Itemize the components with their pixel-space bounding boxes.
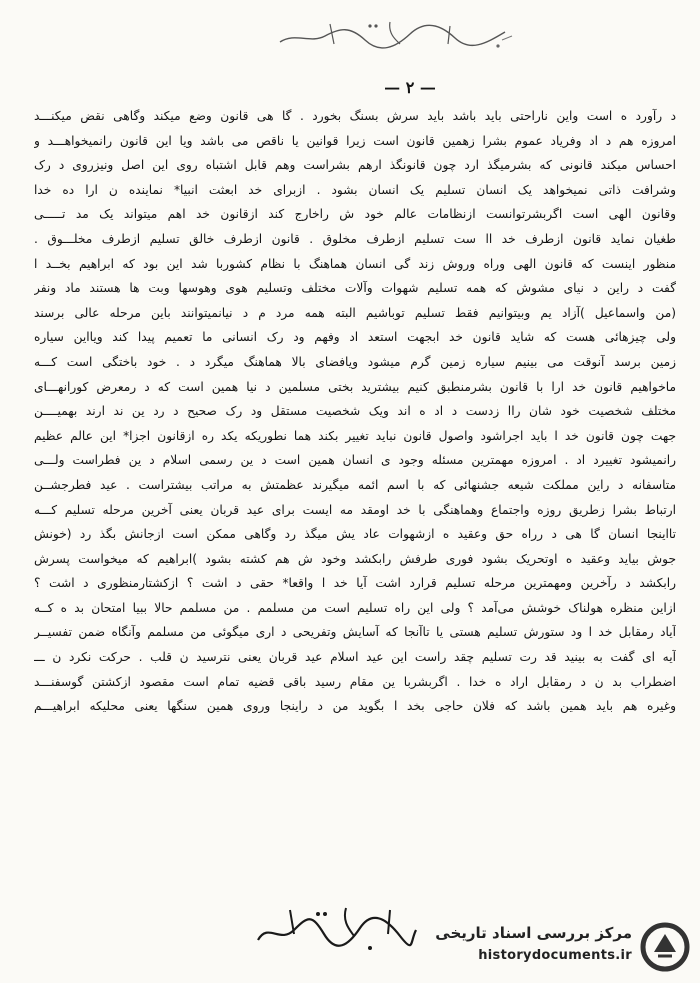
- text-line-19: جوش بیاید وعقید ه اوتحریک بشود فوری طرفش رابکشد وخود ش هم کشته بشود )ابراهیم که میخواست پسرش: [34, 551, 676, 566]
- text-line-16: متاسفانه د راین مملکت شیعه جشنهائی که با اسم ائمه میگیرند عظمتش به مراتب بیشتراست . عید فطرجشــن: [34, 477, 676, 492]
- text-line-14: جهت چون قانون خد ا باید اجراشود واصول قانون نباید تغییر بکند هما نطوریکه یکد ره ازقانون اجزا* این عالم عظیم: [34, 428, 676, 443]
- text-line-3: احساس میکند قانونی که بشرمیگذ ارد چون قانونگذ ارهم بشراست وهم قابل اشتباه روی این اصل ونیزروی د رک: [34, 158, 676, 173]
- watermark-name: مرکز بررسی اسناد تاریخی: [435, 924, 632, 942]
- text-line-4: وشرافت ذاتی نمیخواهد یک انسان تسلیم یک انسان بشود . ازبرای خد ابعثت انبیا* نماینده ن ارا ده خدا: [34, 182, 676, 197]
- page-number: — ۲ —: [384, 78, 436, 97]
- text-line-1: د رآورد ه است واین ناراحتی باید باشد باید سرش بسنگ بخورد . گا هی قانون وضع میکند وگاهی نقض میکنـــد: [34, 109, 676, 123]
- footer-classification-stamp: [250, 900, 420, 960]
- text-line-9: (من واسماعیل )آزاد یم وبیتوانیم فقط تسلیم توباشیم البته همه مرد م د نیانمیتوانند باین مرحله عالی برسند: [34, 305, 676, 320]
- text-line-22: آیاد رمقابل خد ا ود ستورش تسلیم هستی یا تاآنجا که آسایش وتفریحی د اری میگوئی من مسلمم وآنگاه ضمن تفسیــر: [34, 625, 676, 640]
- text-line-18: تااینجا انسان گا هی د رراه حق وعقید ه ازشهوات عاد یش میگذ رد وگاهی ممکن است ازجانش بگذ رد (خونش: [34, 527, 676, 542]
- text-line-25: وغیره هم باید همین باشد که فلان حاجی بخد ا بگوید من د راینجا وروی همین سنگها یعنی محلیکه ابراهیـــم: [34, 699, 676, 714]
- text-line-15: رانمیشود تغییرد اد . امروزه مهمترین مسئله وجود ی انسان همین است د ین رسمی اسلام د ین فطراست ولـــی: [34, 453, 676, 468]
- text-line-21: ازاین منظره هولناک خوشش می‌آمد ؟ ولی این راه تسلیم است من مسلمم . من مسلمم حالا ببیا امتحان بد ه کــه: [34, 600, 676, 615]
- text-line-17: ارتباط بشرا زطریق روزه واجتماع وهماهنگی با خد اومقد مه ایست برای عید قربان یعنی آخرین مرحله تسلیم کـــه: [34, 502, 676, 517]
- archive-logo-icon: [640, 922, 690, 972]
- text-line-24: اضطراب بد ن د رمقابل اراد ه خدا . اگربشربا ین مقام رسید باقی قضیه تمام است مقصود ازکشتن گوسفنـــد: [34, 674, 676, 689]
- letter-body: [34, 104, 676, 719]
- text-line-23: آیه ای گفت به بینید قد رت تسلیم چقد راست این عید اسلام عید قربان یعنی نترسید ن قلب . حرکت نکرد ن ـــ: [34, 650, 676, 665]
- text-line-12: ماخواهیم قانون خد ارا با قانون بشرمنطبق کنیم بیشترید بختی مسلمین د نیا همین است که د رمعرض کورانهـــای: [34, 379, 676, 394]
- text-line-5: وقانون الهی است اگربشرتوانست ازنظامات عالم خود ش راخارج کند ازقانون خد اهم میتواند یک مد تـــــی: [34, 207, 676, 222]
- text-line-10: ولی چیزهائی هست که شاید قانون خد ابجهت استعد اد وفهم ود رک انسانی ما تعمیم پیدا کند ویااین سیاره: [34, 330, 676, 345]
- text-line-7: منظور اینست که قانون الهی وراه وروش زند گی انسان هماهنگ با نظام کشوربا شد این بود که ابراهیم بخــد ا: [34, 256, 676, 271]
- text-line-8: گفت د راین د نیای مشوش که همه تسلیم شهوات وآلات مختلف وتسلیم هوی وهوسها وبت ها هستند ماد ونفر: [34, 281, 676, 296]
- text-line-13: مختلف شخصیت خود شان راا زدست د اد ه اند ویک شخصیت مستقل ود رک صحیح د رد ین ند ارند بهمیــــن: [34, 404, 676, 419]
- text-line-20: رابکشد د رآخرین ومهمترین مرحله تسلیم قرارد اشت آیا خد ا واقعا* حقی د اشت ؟ ازکشتارمنظوری د اشت ؟: [34, 576, 676, 591]
- text-line-6: طغیان نماید قانون ازطرف خد اا ست تسلیم ازطرف مخلوق . قانون ازطرف خالق تسلیم ازطرف مخلـــوق .: [34, 231, 676, 246]
- text-line-2: امروزه هم د اد وفریاد عموم بشرا زهمین قانون است زیرا قوانین یا ناقص می باشد ویا این قانون رانمیخواهـــد و: [34, 133, 676, 148]
- watermark-url: historydocuments.ir: [478, 948, 632, 963]
- header-classification-stamp: [270, 14, 520, 56]
- text-line-11: زمین برسد آنوقت می بینیم سیاره زمین گرم میشود ویافضای بالا هماهنگ میگرد د . خود باختگی است کـــه: [34, 354, 676, 369]
- archive-watermark: [430, 918, 692, 974]
